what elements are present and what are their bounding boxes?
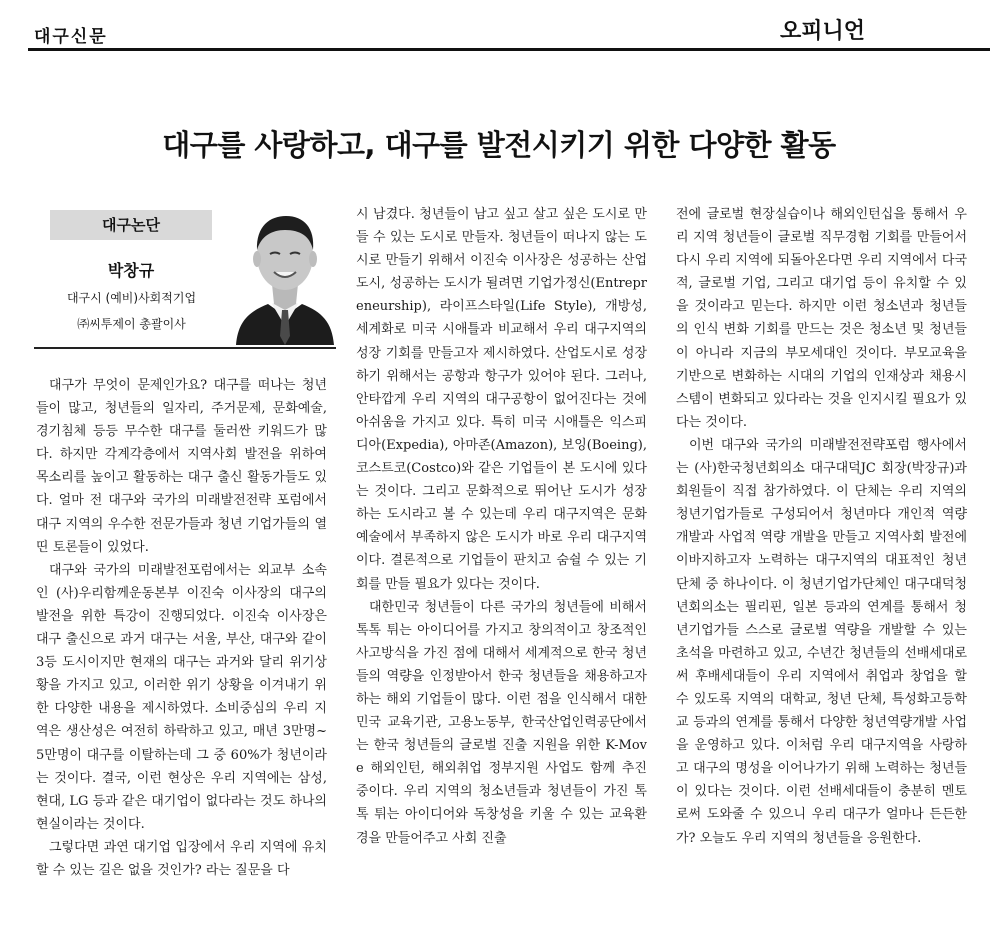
article-column-1	[36, 374, 327, 882]
article-headline: 대구를 사랑하고, 대구를 발전시키기 위한 다양한 활동	[162, 128, 836, 163]
paragraph: 이번 대구와 국가의 미래발전전략포럼 행사에서는 (사)한국청년회의소 대구대덕JC 회장(박장규)과 회원들이 직접 참가하였다. 이 단체는 우리 지역의 청년기업가들로 구성되어서 청년마다 개인적 역량 개발과 사업적 역량 개발을 만들고 지역사회 발전에 이바지하고자 노력하는 대구지역의 대표적인 청년 단체 중 하나이다. 이 청년기업가단체인 대구대덕청년회의소는 필리핀, 일본 등과의 연계를 통해서 청년기업가들 스스로 글로벌 역량을 개발할 수 있는 초석을 마련하고 있고, 수년간 청년들의 선배세대로써 후배세대들이 우리 지역에서 취업과 창업을 할 수 있도록 지역의 대학교, 청년 단체, 특성화고등학교 등과의 연계를 통해서 다양한 청년역량개발 사업을 운영하고 있다. 이처럼 우리 대구지역을 사랑하고 대구의 명성을 이어나가기 위해 노력하는 청년들이 있다는 것이다. 이런 선배세대들이 충분히 멘토로써 도와줄 수 있으니 우리 대구가 얼마나 든든한가? 오늘도 우리 지역의 청년들을 응원한다.	[676, 437, 967, 846]
author-role-2: ㈜씨투제이 총괄이사	[77, 317, 186, 331]
paragraph: 대구가 무엇이 문제인가요? 대구를 떠나는 청년들이 많고, 청년들의 일자리, 주거문제, 문화예술, 경기침체 등등 무수한 대구를 둘러싼 키워드가 많다. 하지만 각계각층에서 지역사회 발전을 위하여 목소리를 높이고 활동하는 대구 출신 활동가들도 있다. 얼마 전 대구와 국가의 미래발전전략 포럼에서 대구 지역의 우수한 전문가들과 청년 기업가들의 열띤 토론들이 있었다.	[36, 378, 327, 555]
article-column-3	[676, 203, 967, 850]
article-column-2	[356, 203, 647, 850]
newspaper-name: 대구신문	[34, 27, 108, 47]
paragraph: 전에 글로벌 현장실습이나 해외인턴십을 통해서 우리 지역 청년들이 글로벌 직무경험 기회를 만들어서 다시 우리 지역에 되돌아온다면 우리 지역에서 다국적, 글로벌 기업, 그리고 대기업 등이 유치할 수 있을 것이라고 믿는다. 하지만 이런 청소년과 청년들의 인식 변화 기회를 만드는 것은 청소년 및 청년들이 아니라 지금의 부모세대인 것이다. 부모교육을 기반으로 변화하는 시대의 기업의 인재상과 채용시스템이 변화되고 있다라는 것을 인지시킬 필요가 있다는 것이다.	[676, 207, 967, 430]
section-title: 오피니언	[780, 19, 866, 44]
paragraph: 그렇다면 과연 대기업 입장에서 우리 지역에 유치할 수 있는 길은 없을 것인가? 라는 질문을 다	[36, 839, 327, 878]
author-role-1: 대구시 (예비)사회적기업	[66, 291, 197, 305]
paragraph: 시 남겼다. 청년들이 남고 싶고 살고 싶은 도시로 만들 수 있는 도시로 만들자. 청년들이 떠나지 않는 도시로 만들기 위해서 이진숙 이사장은 성공하는 산업도시, 성공하는 도시가 될려면 기업가정신(Entrepreneurship), 라이프스타일(Life Style), 개방성, 세계화로 미국 시애틀과 비교해서 우리 대구지역의 성장 기회를 만들고자 제시하였다. 산업도시로 성장하기 위해서는 공항과 항구가 있어야 된다. 그러나, 안타깝게 우리 지역의 대구공항이 없어진다는 것에 아쉬움을 가지고 있다. 특히 미국 시애틀은 익스피디아(Expedia), 아마존(Amazon), 보잉(Boeing), 코스트코(Costco)와 같은 기업들이 본 도시에 있다는 것이다. 그리고 문화적으로 뛰어난 도시가 성장하는 도시라고 볼 수 있는데 우리 대구지역은 문화예술에서 부족하지 않은 도시가 바로 우리 대구지역이다. 결론적으로 기업들이 판치고 숨쉴 수 있는 기회를 만들 필요가 있다는 것이다.	[356, 207, 647, 592]
byline	[34, 200, 336, 349]
paragraph: 대한민국 청년들이 다른 국가의 청년들에 비해서 톡톡 튀는 아이디어를 가지고 창의적이고 창조적인 사고방식을 가진 점에 대해서 세계적으로 한국 청년들의 역량을 인정받아서 한국 청년들을 채용하고자 하는 해외 기업들이 많다. 이런 점을 인식해서 대한민국 교육기관, 고용노동부, 한국산업인력공단에서는 한국 청년들의 글로벌 진출 지원을 위한 K-Move 해외인턴, 해외취업 정부지원 사업도 함께 추진 중이다. 우리 지역의 청소년들과 청년들이 가진 톡톡 튀는 아이디어와 독창성을 키울 수 있는 교육환경을 만들어주고 사회 진출	[356, 599, 647, 846]
header-rule	[28, 48, 990, 51]
author-name: 박창규	[107, 261, 155, 280]
author-portrait	[234, 204, 336, 345]
column-tag: 대구논단	[50, 210, 212, 240]
paragraph: 대구와 국가의 미래발전포럼에서는 외교부 소속인 (사)우리함께운동본부 이진숙 이사장의 대구의 발전을 위한 특강이 진행되었다. 이진숙 이사장은 대구 출신으로 과거 대구는 서울, 부산, 대구와 같이 3등 도시이지만 현재의 대구는 과거와 달리 위기상황을 가지고 있고, 이러한 위기 상황을 이겨내기 위한 다양한 내용을 제시하였다. 소비중심의 우리 지역은 생산성은 여전히 하락하고 있고, 매년 3만명~5만명이 대구를 이탈하는데 그 중 60%가 청년이라는 것이다. 결국, 이런 현상은 우리 지역에는 삼성, 현대, LG 등과 같은 대기업이 없다라는 것도 하나의 현실이라는 것이다.	[36, 562, 327, 832]
